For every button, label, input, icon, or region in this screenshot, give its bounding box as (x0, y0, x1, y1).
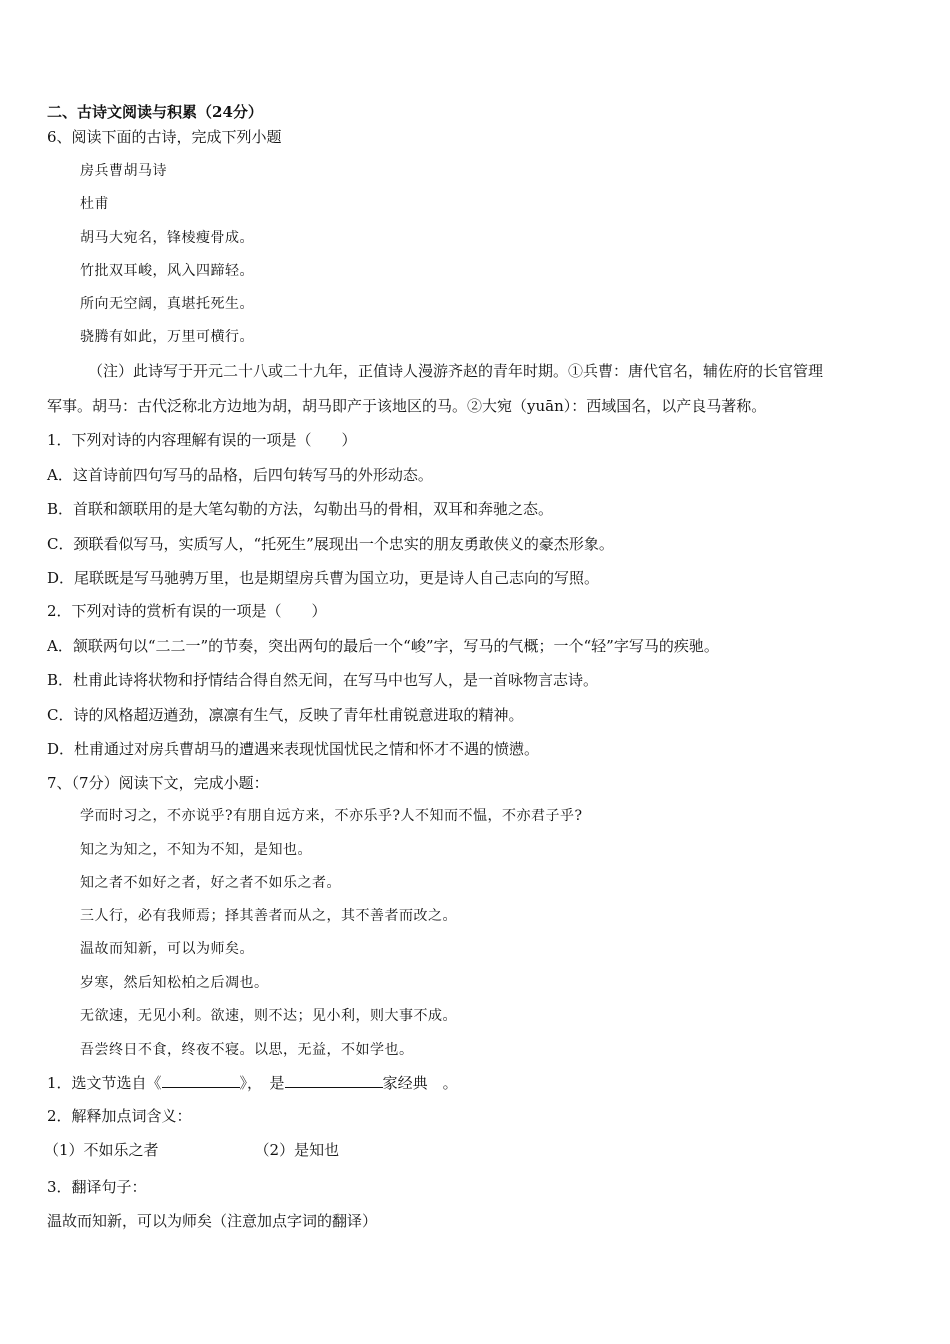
poem-line: 骁腾有如此，万里可横行。 (80, 329, 254, 345)
q7-sub1-fill (47, 1073, 458, 1093)
passage-line: 温故而知新，可以为师矣。 (80, 941, 254, 957)
q7-intro: 7、（7分）阅读下文，完成小题： (47, 774, 269, 792)
passage-line: 三人行，必有我师焉；择其善者而从之，其不善者而改之。 (80, 908, 457, 924)
q6-sub2-question: 2．下列对诗的赏析有误的一项是（ ） (47, 602, 327, 620)
poem-line: 胡马大宛名，锋棱瘦骨成。 (80, 230, 254, 246)
q6-sub1-question: 1．下列对诗的内容理解有误的一项是（ ） (47, 431, 357, 449)
poem-line: 所向无空阔，真堪托死生。 (80, 296, 254, 312)
q6-sub2-option-c: C．诗的风格超迈遒劲，凛凛有生气，反映了青年杜甫锐意进取的精神。 (47, 706, 524, 724)
q7-sub3-sentence: 温故而知新，可以为师矣（注意加点字词的翻译） (47, 1212, 378, 1230)
q7-sub1-text-a: 1．选文节选自《 (47, 1074, 162, 1092)
q6-sub2-option-d: D．杜甫通过对房兵曹胡马的遭遇来表现忧国忧民之情和怀才不遇的愤懑。 (47, 740, 540, 758)
book-title-blank[interactable] (162, 1073, 240, 1088)
poem-title: 房兵曹胡马诗 (80, 163, 167, 179)
poem-author: 杜甫 (80, 196, 109, 212)
q6-sub1-option-c: C．颈联看似写马，实质写人，“托死生”展现出一个忠实的朋友勇敢侠义的豪杰形象。 (47, 535, 614, 553)
q6-sub1-option-d: D．尾联既是写马驰骋万里，也是期望房兵曹为国立功，更是诗人自己志向的写照。 (47, 569, 600, 587)
section-title: 二、古诗文阅读与积累（24分） (47, 103, 263, 121)
school-blank[interactable] (285, 1073, 383, 1088)
q6-sub1-option-a: A．这首诗前四句写马的品格，后四句转写马的外形动态。 (47, 466, 433, 484)
passage-line: 吾尝终日不食，终夜不寝。以思，无益，不如学也。 (80, 1042, 414, 1058)
q6-sub2-option-a: A．颔联两句以“二二一”的节奏，突出两句的最后一个“峻”字，写马的气概；一个“轻”字写马的疾驰。 (47, 637, 719, 655)
q7-sub1-text-c: 家经典 。 (382, 1074, 458, 1092)
q7-sub2-item2: （2）是知也 (254, 1141, 340, 1159)
q6-intro: 6、阅读下面的古诗，完成下列小题 (47, 128, 282, 146)
passage-line: 无欲速，无见小利。欲速，则不达；见小利，则大事不成。 (80, 1008, 457, 1024)
passage-line: 学而时习之，不亦说乎?有朋自远方来，不亦乐乎?人不知而不愠，不亦君子乎? (80, 808, 583, 824)
q7-sub2-items (44, 1140, 339, 1160)
poem-note-line1: （注）此诗写于开元二十八或二十九年，正值诗人漫游齐赵的青年时期。①兵曹：唐代官名，辅佐府的长官管理 (88, 362, 824, 380)
q7-sub1-text-b: 》， 是 (239, 1074, 285, 1092)
q6-sub1-option-b: B．首联和颔联用的是大笔勾勒的方法，勾勒出马的骨相，双耳和奔驰之态。 (47, 500, 554, 518)
q7-sub2-item1: （1）不如乐之者 (44, 1141, 159, 1159)
q6-sub2-option-b: B．杜甫此诗将状物和抒情结合得自然无间，在写马中也写人，是一首咏物言志诗。 (47, 671, 599, 689)
passage-line: 知之为知之，不知为不知，是知也。 (80, 842, 312, 858)
poem-note-line2: 军事。胡马：古代泛称北方边地为胡，胡马即产于该地区的马。②大宛（yuān）：西域国名，以产良马著称。 (47, 397, 767, 415)
poem-line: 竹批双耳峻，风入四蹄轻。 (80, 263, 254, 279)
passage-line: 岁寒，然后知松柏之后凋也。 (80, 975, 269, 991)
q7-sub2-question: 2．解释加点词含义： (47, 1107, 192, 1125)
q7-sub3-question: 3．翻译句子： (47, 1178, 147, 1196)
passage-line: 知之者不如好之者，好之者不如乐之者。 (80, 875, 341, 891)
